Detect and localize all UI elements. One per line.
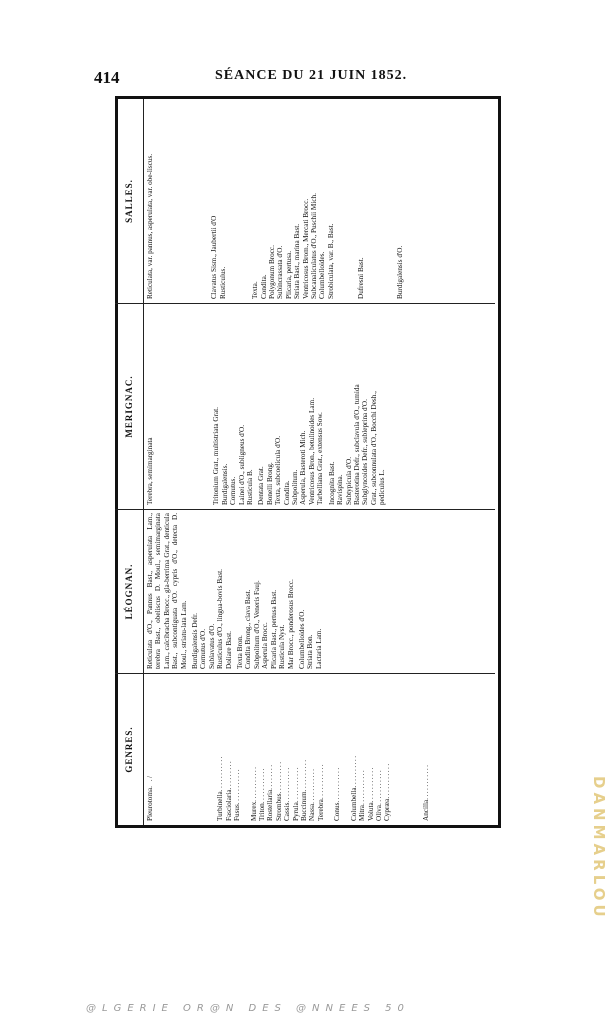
- table-cell: Texta Bron.: [236, 635, 245, 669]
- side-watermark: [588, 776, 610, 986]
- genre-row: Oliva ...........: [374, 768, 383, 821]
- table-cell: Subtypicula d'O.: [344, 456, 353, 505]
- leognan-column: [115, 509, 495, 673]
- table-cell: Condita Brong., clava Bast.: [244, 589, 253, 669]
- table-cell: Rusticulus d'O., lingua-bovis Bast.: [216, 569, 225, 669]
- table-cell: Burdigalensis.: [220, 463, 229, 505]
- table-cell: Cornutus.: [229, 476, 238, 505]
- genre-row: Nassa ...........: [308, 767, 317, 821]
- genre-row: Cypræa ...........: [383, 762, 392, 821]
- table-cell: Asperula, Basteroti Mich.: [299, 430, 308, 505]
- table-cell: Terebra, semimarginata: [146, 437, 154, 505]
- footer-watermark: @LGERIE OR@N DES @NNEES 50: [86, 1003, 410, 1014]
- table-cell: Rusticula B.: [246, 469, 255, 505]
- table-cell: Subincrassata d'O.: [276, 245, 285, 299]
- table-cell: Subcanaliculatus d'O., Puschii Mich.: [310, 193, 319, 299]
- table-cell: Columbelloides.: [318, 251, 327, 299]
- table-cell: Burdigalensis d'O.: [395, 245, 404, 299]
- table-cell: pediculus L.: [378, 469, 387, 505]
- genre-row: Mitra ...........: [358, 768, 367, 821]
- genre-row: Murex ...........: [249, 765, 258, 821]
- genre-row: Voluta ...........: [366, 766, 375, 821]
- table-cell: Lactaria Lam.: [314, 628, 323, 669]
- table-cell: Texta, subcoelicula d'O.: [274, 435, 283, 505]
- table-cell: Polygonum Brocc.: [268, 245, 277, 299]
- table-cell: Dufresni Bast.: [357, 257, 366, 299]
- genre-row: Triton ...........: [258, 767, 267, 821]
- genre-row: Rostellaria ........: [266, 763, 275, 821]
- genre-name: Pleurotoma: [146, 787, 154, 821]
- table-cell: Columbelloides d'O.: [297, 609, 306, 669]
- page-number: 414: [94, 68, 120, 87]
- genre-row: Fasciolaria .........: [224, 759, 233, 821]
- genre-row: Conus ...........: [333, 766, 342, 821]
- genres-column: [115, 673, 495, 825]
- table-cell: Mar Brocc., ponderosus Brocc.: [286, 579, 295, 669]
- table-cell: Plicaria, pertusa.: [284, 250, 293, 299]
- table-cell: Reticulata, var. pannus, asperulata, var. obe-liscus.: [146, 153, 154, 299]
- table-cell: Subpolitum d'O., Veneris Fauj.: [252, 580, 261, 669]
- genre-row: Pleurotoma . ./: [146, 774, 154, 821]
- table-cell: Tritonium Grat., multistriata Grat.: [212, 407, 221, 505]
- salles-header: SALLES.: [115, 99, 144, 303]
- table-cell: Bonelli Brong.: [265, 462, 274, 505]
- genre-row: Cassis ...........: [283, 766, 292, 821]
- table-cell: Doliare Bast.: [224, 631, 233, 669]
- genre-row: Terebra ...........: [316, 762, 325, 821]
- salles-column: [115, 99, 495, 303]
- table-cell: Condita.: [259, 274, 268, 299]
- table-cell: Strobiculata, var. B., Bast.: [326, 223, 335, 299]
- table-cell: Dentata Grat.: [257, 466, 266, 505]
- genre-row: Ancilla ...........: [421, 763, 430, 821]
- table-cell: Rusticulus.: [218, 266, 227, 299]
- table-cell: Ravispina.: [336, 474, 345, 505]
- table-cell: Subpolitum.: [291, 469, 300, 505]
- table-cell: Burdigalensis Defr.: [191, 613, 200, 669]
- genre-row: Buccinum ..........: [300, 758, 309, 821]
- table-cell: Striata Bon.: [306, 634, 315, 669]
- genre-row: Columbella ..........: [349, 754, 358, 821]
- genre-row: Fusus ...........: [233, 767, 242, 821]
- watermark-text: DANMARLOU: [590, 776, 608, 921]
- table-cell: Clavatus Sism., Jaubertii d'O: [210, 215, 219, 299]
- genre-row: Strombus ..........: [274, 760, 283, 821]
- genres-header: GENRES.: [115, 674, 144, 825]
- running-title: SÉANCE DU 21 JUIN 1852.: [215, 68, 408, 83]
- table-cell: Tarbelliana Grat., extensus Sow.: [316, 412, 325, 505]
- table-cell: Ventricosus Brom., Mercati Brocc.: [301, 198, 310, 299]
- fossil-table: [115, 96, 501, 828]
- table-cell: Texta.: [251, 281, 260, 299]
- leognan-header: LÉOGNAN.: [115, 510, 144, 673]
- genre-row: Pyrula ...........: [291, 765, 300, 821]
- merignac-header: MERIGNAC.: [115, 304, 144, 509]
- table-cell: Plicaria Bast., pertusa Bast.: [269, 589, 278, 669]
- table-cell: Cornutus d'O.: [199, 628, 208, 669]
- table-cell: Incognita Bast.: [327, 461, 336, 505]
- merignac-column: [115, 303, 495, 509]
- table-cell: Condita.: [282, 480, 291, 505]
- genre-row: Turbinella ...........: [216, 755, 225, 821]
- table-cell: Sublavatus d'O.: [207, 623, 216, 669]
- table-cell: Lainei d'O., subligneus d'O.: [237, 424, 246, 505]
- table-cell: Asperula Brocc.: [261, 622, 270, 669]
- table-cell: Striata Bast., marina Bast.: [293, 223, 302, 299]
- table-cell: Subglyncoides Defr., subleprina d'O.: [361, 399, 370, 505]
- table-cell: Reticulata d'O., Pannus Bast., asperulata Lam., terebra Bast., obeliscus D. Moul., semimarginata Lam., calcibracha Brocc., gla-berrima Grat., denticula Bast., subcontiguata d'O. cypris d'O., detecta D. Moul., striatu-lata Lam.: [146, 513, 188, 669]
- table-cell: Basterotina Defr., subclavula d'O., tumida: [352, 384, 361, 505]
- page-header: [0, 66, 610, 90]
- table-cell: Grat., subconnulata d'O., Bocchi Desh.,: [369, 391, 378, 505]
- table-cell: Ventricosus Bron., betulinoides Lam.: [307, 398, 316, 505]
- table-cell: Rusticula Nyst.: [278, 624, 287, 669]
